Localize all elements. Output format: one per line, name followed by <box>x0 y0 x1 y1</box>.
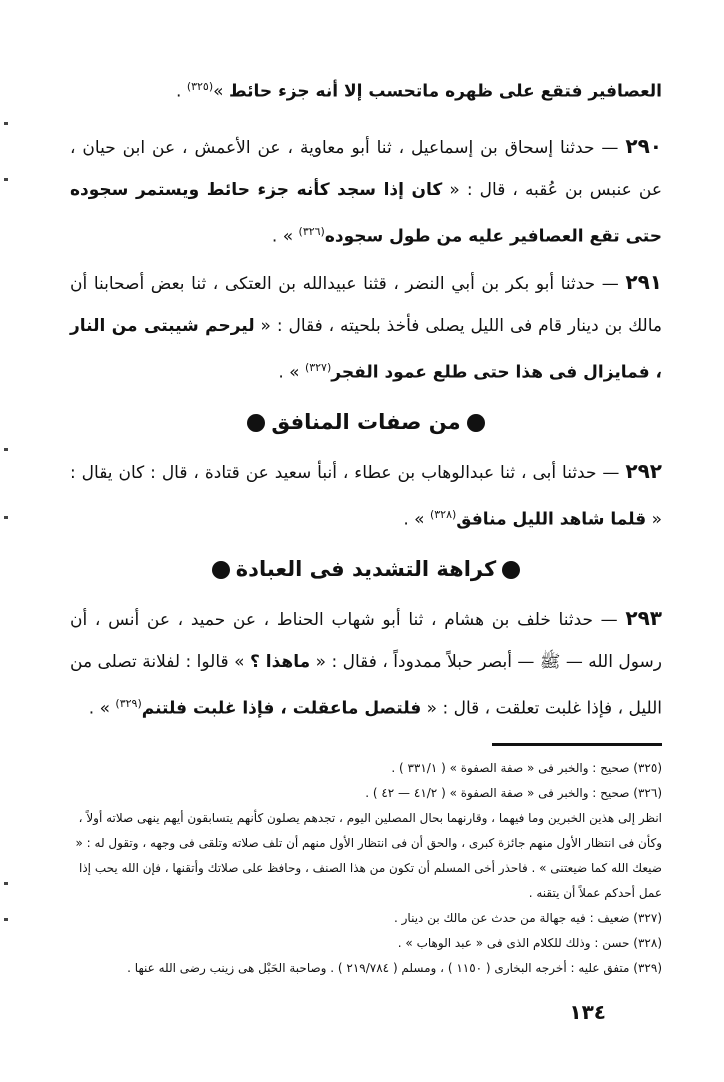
hadith-text: — حدثنا إسحاق بن إسماعيل ، ثنا أبو معاوية ، عن الأعمش ، عن ابن حيان ، عن عنبس بن عُقبه ، قال : « <box>70 137 662 200</box>
section-heading <box>70 400 662 444</box>
section-heading-text: كراهة التشديد فى العبادة <box>235 556 497 581</box>
footnote: (٣٢٧) ضعيف : فيه جهالة من حدث عن مالك بن دينار . <box>394 911 662 926</box>
footnote: (٣٢٦) صحيح : والخبر فى « صفة الصفوة » ( ٤١/٢ — ٤٢ ) . <box>365 786 662 801</box>
paragraph-291 <box>70 261 662 394</box>
paragraph-293 <box>70 597 662 730</box>
hadith-quote: ماهذا ؟ <box>249 651 311 672</box>
hadith-number: ٢٩٣ <box>625 605 662 630</box>
margin-mark <box>4 882 8 885</box>
margin-mark <box>4 516 8 519</box>
footnote-ref: (٣٢٧) <box>304 361 332 375</box>
footnote-ref: (٣٢٨) <box>429 507 457 521</box>
bullet-icon <box>467 414 485 432</box>
paragraph-290 <box>70 125 662 258</box>
footnote-ref: (٣٢٦) <box>298 224 325 238</box>
footnote: انظر إلى هذين الخبرين وما فيهما ، وقارنهما بحال المصلين اليوم ، تجدهم يصلون كأنهم يتسابقون أيهم ينهى صلاته أولاً ، وكأن فى انتظار الأول منهم جائزة كبرى ، والحق أن فى انتظار الأول منهم أن تلف صلاته وتلقى فى وجهه ، وتقول له : « ضيعك الله كما ضيعتنى » . فاحذر أخى المسلم أن تكون من هذا الصنف ، وحافظ على صلاتك وأتقنها ، فإن الله يحب إذا عمل أحدكم عملاً أن يتقنه . <box>75 811 662 901</box>
footnote: (٣٢٩) متفق عليه : أخرجه البخارى ( ١١٥٠ ) ، ومسلم ( ٢١٩/٧٨٤ ) . وصاحبة الحَبْل هى زينب رضى الله عنها . <box>127 961 662 976</box>
hadith-number: ٢٩٢ <box>625 458 662 483</box>
bullet-icon <box>247 414 265 432</box>
margin-mark <box>4 178 8 181</box>
bullet-icon <box>212 561 230 579</box>
hadith-tail: » . <box>403 509 430 530</box>
hadith-quote: ليرحم شيبتى من النار ، فمايزال فى هذا حتى طلع عمود الفجر <box>70 316 662 383</box>
hadith-tail: » . <box>88 698 116 719</box>
margin-mark <box>4 918 8 921</box>
footnote-ref: (٣٢٥) <box>186 80 214 93</box>
section-heading-text: من صفات المنافق <box>271 409 461 434</box>
bullet-icon <box>502 561 520 579</box>
footnote-divider <box>492 743 662 746</box>
hadith-text: — حدثنا خلف بن هشام ، ثنا أبو شهاب الحناط ، عن حميد ، عن أنس ، أن رسول الله — ﷺ — أبصر حبلاً ممدوداً ، فقال : « <box>70 609 662 672</box>
footnotes <box>70 756 662 981</box>
paragraph-292 <box>70 450 662 541</box>
page-number: ١٣٤ <box>569 1000 606 1024</box>
hadith-quote: فلتصل ماعقلت ، فإذا غلبت فلتنم <box>141 698 422 719</box>
hadith-tail: » . <box>278 362 305 383</box>
page-body <box>70 66 662 981</box>
margin-mark <box>4 122 8 125</box>
hadith-tail: » . <box>271 226 299 247</box>
footnote: (٣٢٥) صحيح : والخبر فى « صفة الصفوة » ( ٣٣١/١ ) . <box>391 761 662 776</box>
hadith-quote: قلما شاهد الليل منافق <box>456 509 647 530</box>
top-line-bold: العصافير فتقع على ظهره ماتحسب إلا أنه جزء حائط <box>228 81 662 102</box>
hadith-number: ٢٩٠ <box>625 133 662 158</box>
top-line-tail: . <box>176 81 187 102</box>
hadith-quote: كان إذا سجد كأنه جزء حائط ويستمر سجوده حتى تقع العصافير عليه من طول سجوده <box>70 179 662 247</box>
hadith-number: ٢٩١ <box>625 270 662 295</box>
margin-mark <box>4 448 8 451</box>
hadith-text: — حدثنا أبى ، ثنا عبدالوهاب بن عطاء ، أنبأ سعيد عن قتادة ، قال : كان يقال : « <box>70 462 662 530</box>
footnote-ref: (٣٢٩) <box>115 696 142 710</box>
footnote: (٣٢٨) حسن : وذلك للكلام الذى فى « عبد الوهاب » . <box>397 936 662 951</box>
top-line: العصافير فتقع على ظهره ماتحسب إلا أنه جزء حائط »$^{(٣٢٥)}$ . <box>176 80 662 102</box>
section-heading <box>70 547 662 591</box>
hadith-text: — حدثنا أبو بكر بن أبي النضر ، قثنا عبيدالله بن العتكى ، ثنا بعض أصحابنا أن مالك بن دينار قام فى الليل يصلى فأخذ بلحيته ، فقال : « <box>70 274 662 337</box>
hadith-text: » قالوا : لفلانة تصلى من الليل ، فإذا غلبت تعلقت ، قال : « <box>70 651 662 719</box>
